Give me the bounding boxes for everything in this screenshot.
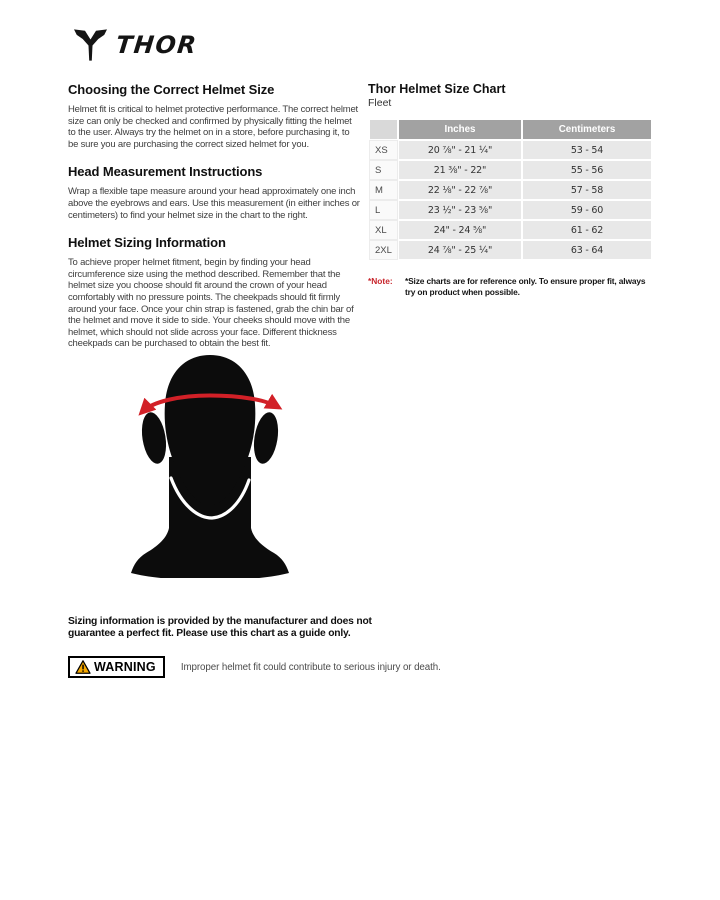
size-cell: XL [370, 221, 397, 239]
table-header-row [370, 120, 651, 139]
table-row [370, 241, 651, 259]
size-chart-column [368, 82, 653, 297]
thor-wordmark: THOR [114, 31, 199, 59]
head-silhouette-figure [129, 352, 291, 578]
blank-header-cell [370, 120, 397, 139]
section-heading: Head Measurement Instructions [68, 164, 263, 180]
size-cell: 2XL [370, 241, 397, 259]
centimeters-cell: 59 - 60 [523, 201, 651, 219]
section-heading: Helmet Sizing Information [68, 235, 226, 251]
table-row [370, 181, 651, 199]
size-cell: XS [370, 141, 397, 159]
col-header-inches: Inches [399, 120, 521, 139]
centimeters-cell: 53 - 54 [523, 141, 651, 159]
size-cell: L [370, 201, 397, 219]
note-text: *Size charts are for reference only. To ensure proper fit, always try on product when possible. [405, 276, 646, 297]
warning-triangle-icon [75, 660, 91, 674]
warning-label: WARNING [94, 660, 156, 674]
warning-text: Improper helmet fit could contribute to serious injury or death. [180, 661, 441, 673]
centimeters-cell: 55 - 56 [523, 161, 651, 179]
section-heading: Choosing the Correct Helmet Size [68, 82, 275, 97]
warning-box [68, 656, 165, 678]
table-row [370, 201, 651, 219]
thor-horns-icon [74, 29, 107, 61]
head-measurement-illustration [129, 352, 291, 578]
chart-subtitle: Fleet [368, 97, 392, 109]
size-table [368, 118, 653, 261]
size-cell: S [370, 161, 397, 179]
note-label: *Note: [368, 276, 393, 286]
section-head-measurement [68, 164, 360, 221]
section-body: Helmet fit is critical to helmet protective performance. The correct helmet size can only be checked and confirmed by physically fitting the helmet to the user. Always try the helmet on in a store, before purchasing it, to be sure you are purchasing the correct sized helmet for you. [68, 104, 358, 150]
chart-title: Thor Helmet Size Chart [368, 82, 506, 96]
centimeters-cell: 61 - 62 [523, 221, 651, 239]
inches-cell: 24 ⅞" - 25 ¼" [399, 241, 521, 259]
inches-cell: 20 ⅞" - 21 ¼" [399, 141, 521, 159]
inches-cell: 22 ⅛" - 22 ⅞" [399, 181, 521, 199]
centimeters-cell: 57 - 58 [523, 181, 651, 199]
section-body: To achieve proper helmet fitment, begin by finding your head circumference size using the method described. Remember that the helmet size you choose should fit around the crown of your head comfortably with no pressure points. The cheekpads should fit firmly around your face. Once your chin strap is fastened, grab the chin bar of the helmet and move it side to side. Your cheeks should move with the helmet, which should not slide across your face. Different thickness cheekpads can be purchased to obtain the best fit. [68, 257, 354, 350]
inches-cell: 24" - 24 ⅝" [399, 221, 521, 239]
instructions-column [68, 82, 360, 363]
table-row [370, 141, 651, 159]
inches-cell: 21 ⅜" - 22" [399, 161, 521, 179]
size-cell: M [370, 181, 397, 199]
section-choosing-helmet-size [68, 82, 360, 150]
col-header-centimeters: Centimeters [523, 120, 651, 139]
disclaimer-text: Sizing information is provided by the manufacturer and does not guarantee a perfect fit. Please use this chart as a guide only. [68, 616, 372, 639]
section-body: Wrap a flexible tape measure around your head approximately one inch above the eyebrows and ears. Use this measurement (in either inches or centimeters) to find your helmet size in the chart to the right. [68, 186, 360, 221]
table-row [370, 161, 651, 179]
inches-cell: 23 ½" - 23 ⅝" [399, 201, 521, 219]
centimeters-cell: 63 - 64 [523, 241, 651, 259]
warning-row [68, 656, 441, 678]
section-helmet-sizing [68, 235, 360, 350]
table-row [370, 221, 651, 239]
thor-logo [74, 29, 197, 61]
note-row [368, 276, 653, 297]
